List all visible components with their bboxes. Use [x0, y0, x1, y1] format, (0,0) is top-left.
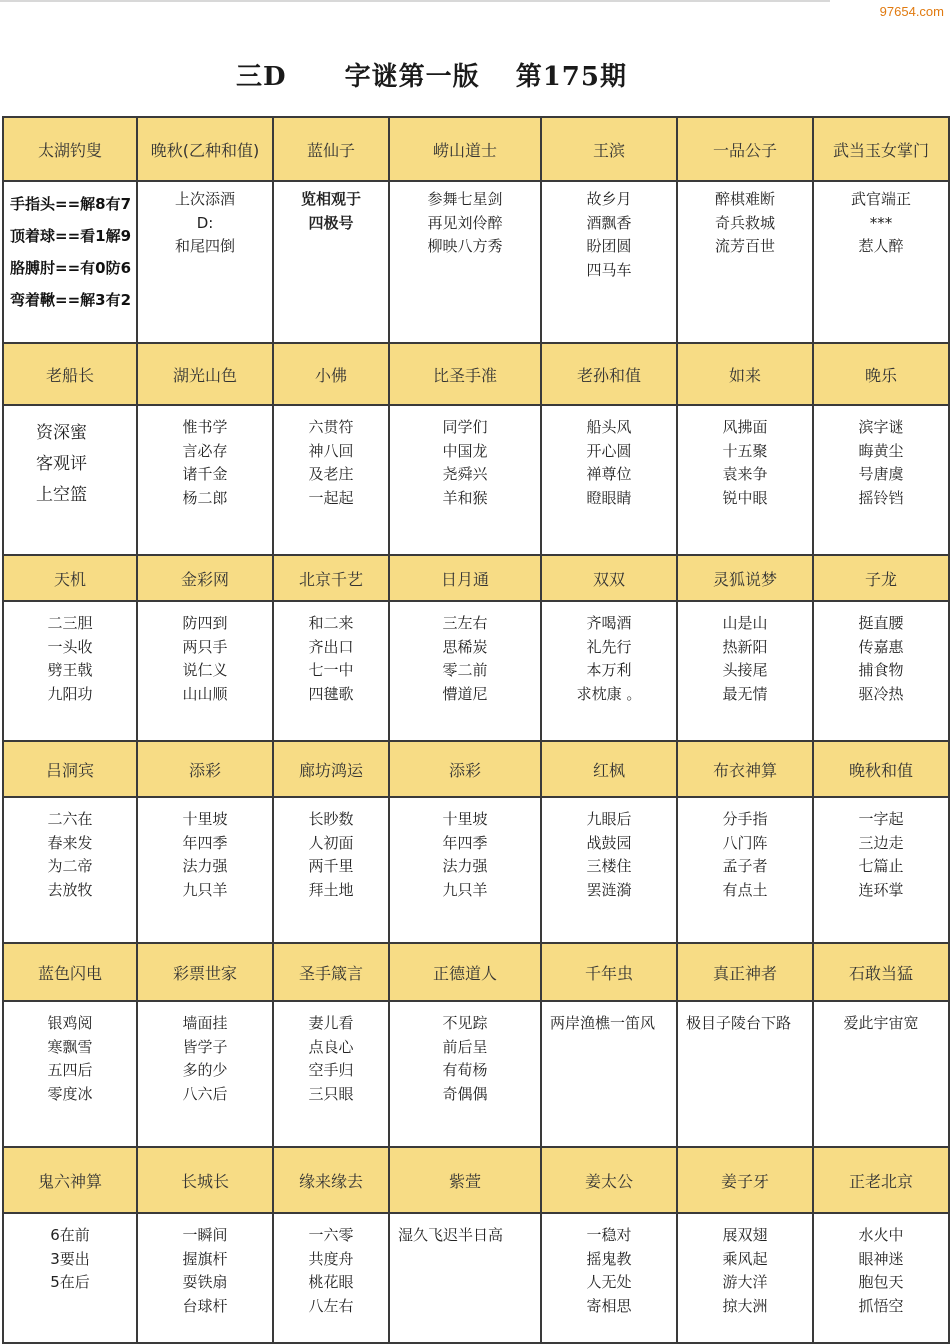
riddle-line: 礼先行 [586, 637, 632, 656]
riddle-cell [3, 1213, 137, 1343]
title-issue: 第175期 [515, 62, 627, 92]
author-header: 正德道人 [389, 943, 541, 1001]
author-header: 鬼六神算 [3, 1147, 137, 1213]
riddle-line: 摇鬼教 [586, 1249, 632, 1268]
author-header: 彩票世家 [137, 943, 273, 1001]
riddle-line: 一头收 [47, 637, 93, 656]
riddle-line: 七篇止 [858, 857, 904, 875]
riddle-line: 十里坡 [182, 810, 228, 828]
riddle-line: 多的少 [182, 1061, 228, 1079]
riddle-line: 皆学子 [182, 1037, 228, 1056]
author-header: 如来 [677, 343, 813, 405]
riddle-row [3, 797, 949, 943]
riddle-cell [677, 601, 813, 741]
author-header: 石敢当猛 [813, 943, 949, 1001]
riddle-line: 流芳百世 [714, 237, 775, 255]
riddle-line: 零二前 [442, 661, 488, 679]
riddle-line: 锐中眼 [722, 488, 768, 507]
riddle-line: 3要出 [50, 1249, 90, 1268]
riddle-cell [541, 1213, 677, 1343]
riddle-line: 二六在 [47, 810, 93, 828]
riddle-line: 人初面 [308, 833, 354, 852]
riddle-cell [273, 1001, 389, 1147]
riddle-line: 号唐虞 [858, 465, 904, 483]
riddle-line: 耍铁扇 [182, 1273, 228, 1291]
riddle-cell [389, 797, 541, 943]
riddle-line: 神八回 [308, 441, 354, 460]
author-header: 晚秋和值 [813, 741, 949, 797]
author-header: 王滨 [541, 117, 677, 181]
author-header: 添彩 [137, 741, 273, 797]
riddle-cell [273, 181, 389, 343]
riddle-cell [813, 1001, 949, 1147]
riddle-line: 思稀炭 [442, 637, 488, 656]
riddle-cell [677, 797, 813, 943]
riddle-line: 水火中 [858, 1226, 904, 1244]
riddle-line: 爱此宇宙宽 [843, 1014, 919, 1032]
riddle-line: 年四季 [442, 833, 488, 852]
riddle-line: 和尾四倒 [174, 237, 235, 255]
riddle-cell [389, 1001, 541, 1147]
riddle-line: 九阳功 [47, 684, 93, 703]
riddle-line: 法力强 [442, 857, 488, 875]
riddle-cell [273, 601, 389, 741]
riddle-line: 零度冰 [47, 1084, 93, 1103]
riddle-cell [3, 405, 137, 555]
riddle-line: 上次添酒 [174, 190, 235, 208]
riddle-line: 热新阳 [722, 637, 768, 656]
riddle-cell [137, 181, 273, 343]
riddle-line: 胞包天 [858, 1273, 904, 1291]
riddle-cell [273, 405, 389, 555]
riddle-cell [813, 405, 949, 555]
riddle-line: 寒飘雪 [47, 1037, 93, 1056]
riddle-line: 人无处 [586, 1273, 632, 1291]
riddle-line: 有荀杨 [442, 1061, 488, 1079]
author-header: 日月通 [389, 555, 541, 601]
riddle-cell [541, 601, 677, 741]
riddle-row [3, 405, 949, 555]
riddle-line: 寄相思 [586, 1296, 632, 1315]
riddle-line: D: [196, 213, 214, 232]
header-row [3, 1147, 949, 1213]
riddle-line: 惹人醉 [858, 237, 904, 255]
author-header: 比圣手准 [389, 343, 541, 405]
riddle-line: 九只羊 [182, 880, 228, 899]
riddle-line: 乘风起 [722, 1249, 768, 1268]
riddle-line: 瞪眼睛 [586, 488, 632, 507]
riddle-cell [273, 797, 389, 943]
riddle-cell [389, 181, 541, 343]
riddle-line: *** [869, 213, 893, 232]
author-header: 缘来缘去 [273, 1147, 389, 1213]
riddle-line: 银鸡阅 [47, 1014, 93, 1032]
riddle-line: 三边走 [858, 833, 904, 852]
riddle-line: 摇铃铛 [858, 488, 904, 507]
riddle-line: 醉棋难断 [714, 190, 775, 208]
riddle-cell [137, 1213, 273, 1343]
author-header: 蓝色闪电 [3, 943, 137, 1001]
riddle-line: 参舞七星剑 [427, 190, 503, 208]
riddle-line: 战鼓园 [586, 833, 632, 852]
riddle-line: 武官端正 [850, 190, 911, 208]
riddle-line: 滨字谜 [858, 418, 904, 436]
riddle-line: 柳映八方秀 [427, 237, 503, 255]
riddle-line: 七一中 [308, 661, 354, 679]
author-header: 北京千艺 [273, 555, 389, 601]
riddle-row [3, 181, 949, 343]
riddle-cell [813, 181, 949, 343]
riddle-cell [137, 797, 273, 943]
riddle-line: 及老庄 [308, 465, 354, 483]
title-edition: 字谜第一版 [344, 62, 480, 92]
author-header: 长城长 [137, 1147, 273, 1213]
riddle-cell [389, 405, 541, 555]
riddle-line: 资深蜜 [36, 423, 87, 443]
riddle-line: 为二帝 [47, 857, 93, 875]
riddle-line: 孟子者 [722, 857, 768, 875]
riddle-cell [813, 797, 949, 943]
riddle-line: 八左右 [308, 1296, 354, 1315]
author-header: 姜子牙 [677, 1147, 813, 1213]
riddle-line: 台球杆 [182, 1296, 228, 1315]
riddle-cell [389, 1213, 541, 1343]
riddle-line: 九只羊 [442, 880, 488, 899]
riddle-line: 奇兵救城 [714, 213, 775, 232]
riddle-line: 晦黄尘 [858, 441, 904, 460]
author-header: 武当玉女掌门 [813, 117, 949, 181]
riddle-line: 尧舜兴 [442, 465, 488, 483]
author-header: 太湖钓叟 [3, 117, 137, 181]
riddle-line: 三左右 [442, 614, 488, 632]
riddle-line: 两千里 [308, 857, 354, 875]
riddle-line: 5在后 [50, 1273, 90, 1291]
riddle-line: 连环掌 [858, 880, 904, 899]
riddle-line: 拜土地 [308, 880, 354, 899]
riddle-line: 十五聚 [722, 441, 768, 460]
author-header: 正老北京 [813, 1147, 949, 1213]
riddle-line: 杨二郎 [182, 488, 228, 507]
riddle-line: 妻儿看 [308, 1014, 354, 1032]
author-header: 子龙 [813, 555, 949, 601]
riddle-cell [677, 1001, 813, 1147]
author-header: 老孙和值 [541, 343, 677, 405]
riddle-line: 桃花眼 [308, 1273, 354, 1291]
author-header: 姜太公 [541, 1147, 677, 1213]
author-header: 灵狐说梦 [677, 555, 813, 601]
riddle-line: 再见刘伶醉 [427, 213, 503, 232]
riddle-line: 挺直腰 [858, 614, 904, 632]
author-header: 双双 [541, 555, 677, 601]
riddle-line: 顶着球==看1解9 [10, 227, 132, 245]
riddle-line: 齐出口 [308, 637, 354, 656]
riddle-line: 三楼住 [586, 857, 632, 875]
riddle-line: 惟书学 [182, 418, 228, 436]
site-watermark: 97654.com [879, 4, 944, 19]
riddle-line: 有点土 [722, 880, 768, 899]
header-row [3, 555, 949, 601]
riddle-line: 八门阵 [722, 833, 768, 852]
page-title [236, 56, 627, 93]
riddle-line: 两只手 [182, 637, 228, 656]
riddle-line: 船头风 [586, 418, 632, 436]
riddle-line: 八六后 [182, 1084, 228, 1103]
riddle-line: 一起起 [308, 488, 354, 507]
riddle-cell [389, 601, 541, 741]
author-header: 红枫 [541, 741, 677, 797]
riddle-line: 开心圆 [586, 441, 632, 460]
header-row [3, 943, 949, 1001]
riddle-line: 羊和猴 [442, 488, 488, 507]
riddle-line: 眼神迷 [858, 1249, 904, 1268]
riddle-line: 袁来争 [722, 465, 768, 483]
riddle-line: 前后呈 [442, 1037, 488, 1056]
riddle-line: 一六零 [308, 1226, 354, 1244]
riddle-line: 弯着鞦==解3有2 [10, 291, 132, 309]
riddle-line: 胳膊肘==有0防6 [10, 259, 132, 277]
riddle-cell [677, 405, 813, 555]
riddle-line: 驱冷热 [858, 684, 904, 703]
riddle-row [3, 1001, 949, 1147]
riddle-line: 五四后 [47, 1061, 93, 1079]
riddle-cell [137, 601, 273, 741]
riddle-cell [273, 1213, 389, 1343]
riddle-cell [3, 181, 137, 343]
riddle-cell [677, 1213, 813, 1343]
riddle-line: 传嘉惠 [858, 637, 904, 656]
riddle-line: 懵道尼 [442, 684, 488, 703]
riddle-line: 展双翅 [722, 1226, 768, 1244]
riddle-cell [137, 1001, 273, 1147]
riddle-cell [541, 405, 677, 555]
riddle-line: 掠大洲 [722, 1296, 768, 1315]
riddle-line: 求枕康 。 [576, 684, 642, 703]
riddle-line: 三只眼 [308, 1084, 354, 1103]
riddle-cell [813, 601, 949, 741]
riddle-line: 言必存 [182, 441, 228, 460]
riddle-cell [137, 405, 273, 555]
author-header: 晚乐 [813, 343, 949, 405]
riddle-line: 法力强 [182, 857, 228, 875]
riddle-line: 劈王戟 [47, 661, 93, 679]
riddle-cell [541, 181, 677, 343]
author-header: 老船长 [3, 343, 137, 405]
riddle-line: 一稳对 [586, 1226, 632, 1244]
author-header: 布衣神算 [677, 741, 813, 797]
author-header: 蓝仙子 [273, 117, 389, 181]
author-header: 小佛 [273, 343, 389, 405]
riddle-line: 中国龙 [442, 441, 488, 460]
riddle-line: 长眇数 [308, 810, 354, 828]
riddle-line: 两岸渔樵一笛风 [550, 1014, 656, 1032]
riddle-line: 故乡月 [586, 190, 632, 208]
riddle-line: 盼团圆 [586, 237, 632, 255]
riddle-row [3, 601, 949, 741]
riddle-grid [2, 116, 950, 1344]
riddle-line: 本万利 [586, 661, 632, 679]
riddle-line: 四极号 [308, 213, 354, 232]
riddle-line: 最无情 [722, 684, 768, 703]
riddle-line: 游大洋 [722, 1273, 768, 1291]
riddle-line: 上空篮 [36, 485, 87, 505]
riddle-line: 奇偶偶 [442, 1084, 488, 1103]
riddle-line: 6在前 [50, 1226, 90, 1244]
author-header: 千年虫 [541, 943, 677, 1001]
riddle-cell [3, 1001, 137, 1147]
riddle-cell [541, 797, 677, 943]
riddle-line: 四马车 [586, 260, 632, 279]
author-header: 添彩 [389, 741, 541, 797]
riddle-cell [677, 181, 813, 343]
header-row [3, 343, 949, 405]
riddle-line: 抓悟空 [858, 1296, 904, 1315]
riddle-line: 览相观于 [300, 190, 361, 208]
riddle-line: 一字起 [858, 810, 904, 828]
riddle-line: 二三胆 [47, 614, 93, 632]
riddle-line: 年四季 [182, 833, 228, 852]
riddle-line: 共度舟 [308, 1249, 354, 1268]
riddle-line: 十里坡 [442, 810, 488, 828]
header-row [3, 741, 949, 797]
title-lottery: 三D [236, 62, 287, 92]
author-header: 吕洞宾 [3, 741, 137, 797]
riddle-line: 湿久飞迟半日高 [398, 1226, 504, 1244]
riddle-line: 禅尊位 [586, 465, 632, 483]
riddle-line: 防四到 [182, 614, 228, 632]
author-header: 金彩网 [137, 555, 273, 601]
riddle-line: 同学们 [442, 418, 488, 436]
riddle-line: 和二来 [308, 614, 354, 632]
riddle-line: 酒飘香 [586, 213, 632, 232]
riddle-cell [813, 1213, 949, 1343]
riddle-line: 手指头==解8有7 [10, 195, 132, 213]
riddle-line: 捕食物 [858, 661, 904, 679]
riddle-line: 山山顺 [182, 684, 228, 703]
author-header: 廊坊鸿运 [273, 741, 389, 797]
author-header: 一品公子 [677, 117, 813, 181]
riddle-line: 齐喝酒 [586, 614, 632, 632]
riddle-line: 不见踪 [442, 1014, 488, 1032]
riddle-line: 分手指 [722, 810, 768, 828]
riddle-line: 极目子陵台下路 [686, 1014, 792, 1032]
riddle-line: 山是山 [722, 614, 768, 632]
riddle-line: 风拂面 [722, 418, 768, 436]
riddle-line: 罢涟漪 [586, 880, 632, 899]
riddle-line: 春来发 [47, 833, 93, 852]
riddle-line: 墙面挂 [182, 1014, 228, 1032]
author-header: 崂山道士 [389, 117, 541, 181]
riddle-row [3, 1213, 949, 1343]
riddle-line: 四毽歌 [308, 684, 354, 703]
top-border-line [0, 0, 830, 2]
riddle-line: 握旗杆 [182, 1249, 228, 1268]
riddle-line: 点良心 [308, 1037, 354, 1056]
header-row [3, 117, 949, 181]
riddle-cell [541, 1001, 677, 1147]
author-header: 天机 [3, 555, 137, 601]
author-header: 紫萱 [389, 1147, 541, 1213]
author-header: 湖光山色 [137, 343, 273, 405]
riddle-line: 说仁义 [182, 661, 228, 679]
author-header: 真正神者 [677, 943, 813, 1001]
riddle-line: 头接尾 [722, 661, 768, 679]
riddle-line: 去放牧 [47, 880, 93, 899]
author-header: 晚秋(乙种和值) [137, 117, 273, 181]
riddle-line: 九眼后 [586, 810, 632, 828]
riddle-cell [3, 797, 137, 943]
riddle-cell [3, 601, 137, 741]
author-header: 圣手箴言 [273, 943, 389, 1001]
riddle-line: 客观评 [36, 454, 87, 474]
riddle-line: 诸千金 [182, 465, 228, 483]
riddle-line: 六贯符 [308, 418, 354, 436]
riddle-line: 空手归 [308, 1061, 354, 1079]
riddle-line: 一瞬间 [182, 1226, 228, 1244]
